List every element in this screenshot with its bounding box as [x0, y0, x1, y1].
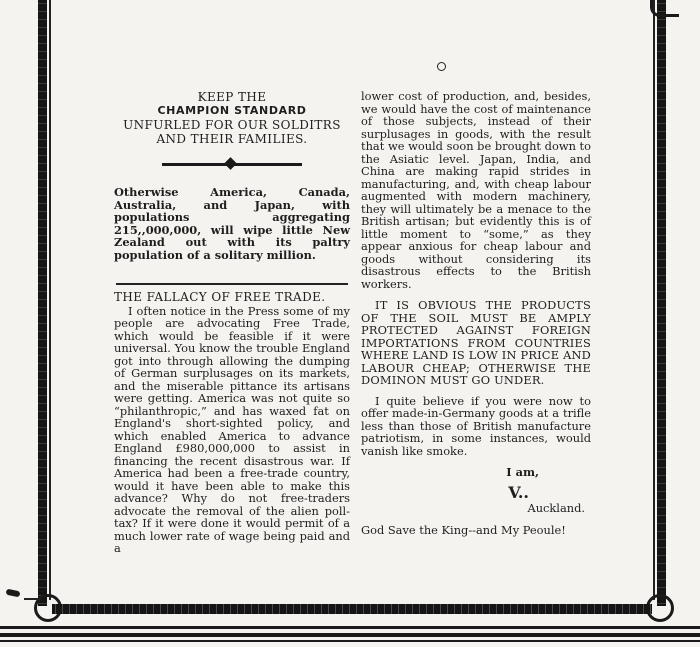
right-border-rule [653, 0, 655, 600]
signature-i-am: I am, [506, 465, 539, 479]
ornament-dot [437, 62, 446, 71]
divider-diamond [224, 157, 237, 170]
left-ornamental-border [38, 0, 47, 606]
header-unfurled: UNFURLED FOR OUR SOLDITRS [123, 118, 341, 132]
footer-rule [0, 640, 700, 642]
ink-stroke [24, 598, 40, 600]
made-in-germany-paragraph: I quite believe if you were now to offer made-in-Germany goods at a trifle less than those of British manufacture patriotism, in some instances, would vanish like smoke. [361, 393, 591, 458]
footer-rule [0, 626, 700, 629]
section-rule [116, 283, 348, 285]
header-families: AND THEIR FAMILIES. [156, 132, 308, 146]
bottom-ornamental-border [52, 604, 652, 614]
header-keep-the: KEEP THE [197, 90, 267, 104]
caps-paragraph: IT IS OBVIOUS THE PRODUCTS OF THE SOIL MUST BE AMPLY PROTECTED AGAINST FOREIGN IMPORTATIONS FROM COUNTRIES WHERE LAND IS LOW IN PRICE AND LABOUR CHEAP; OTHERWISE THE DOMINON MUST GO UNDER. [361, 298, 591, 387]
fallacy-heading: THE FALLACY OF FREE TRADE. [114, 290, 326, 304]
header-champion-standard: CHAMPION STANDARD [157, 104, 307, 117]
footer-rule [0, 633, 700, 637]
top-right-corner-ornament [650, 0, 679, 17]
left-column [114, 90, 350, 555]
signature-place: Auckland. [527, 500, 585, 515]
left-border-rule [49, 0, 51, 600]
right-ornamental-border [657, 0, 666, 606]
divider-ornament [162, 160, 302, 168]
signature-initial: V.. [508, 482, 529, 502]
closing-line: God Save the King--and My Peoule! [361, 523, 566, 537]
right-column [361, 90, 591, 537]
intro-paragraph: Otherwise America, Canada, Australia, and Japan, with populations aggregating 215,,000,000, will wipe little New Zealand out with its paltry population of a solitary million. [114, 185, 350, 262]
continuation-paragraph: lower cost of production, and, besides, we would have the cost of maintenance of those subjects, instead of their surplusages in goods, with the result that we would soon be brought down to the Asiatic level. Japan, India, and China are making rapid strides in manufacturing, and, with cheap labour augmented with modern machinery, they will ultimately be a menace to the British artisan; but evidently this is of little moment to “some,” as they appear anxious for cheap labour and goods without considering its disastrous effects to the British workers. [361, 89, 591, 291]
ink-blot [6, 589, 21, 598]
fallacy-body: I often notice in the Press some of my people are advocating Free Trade, which would be feasible if it were universal. You know the trouble England got into through allowing the dumping of German surplusages on its markets, and the miserable pittance its artisans were getting. America was not quite so “philanthropic,” and has waxed fat on England's short-sighted policy, and which enabled America to advance England £980,000,000 to assist in financing the recent disastrous war. If America had been a free-trade country, would it have been able to make this advance? Why do not free-traders advocate the removal of the alien poll-tax? If it were done it would permit of a much lower rate of wage being paid and a [114, 303, 350, 555]
